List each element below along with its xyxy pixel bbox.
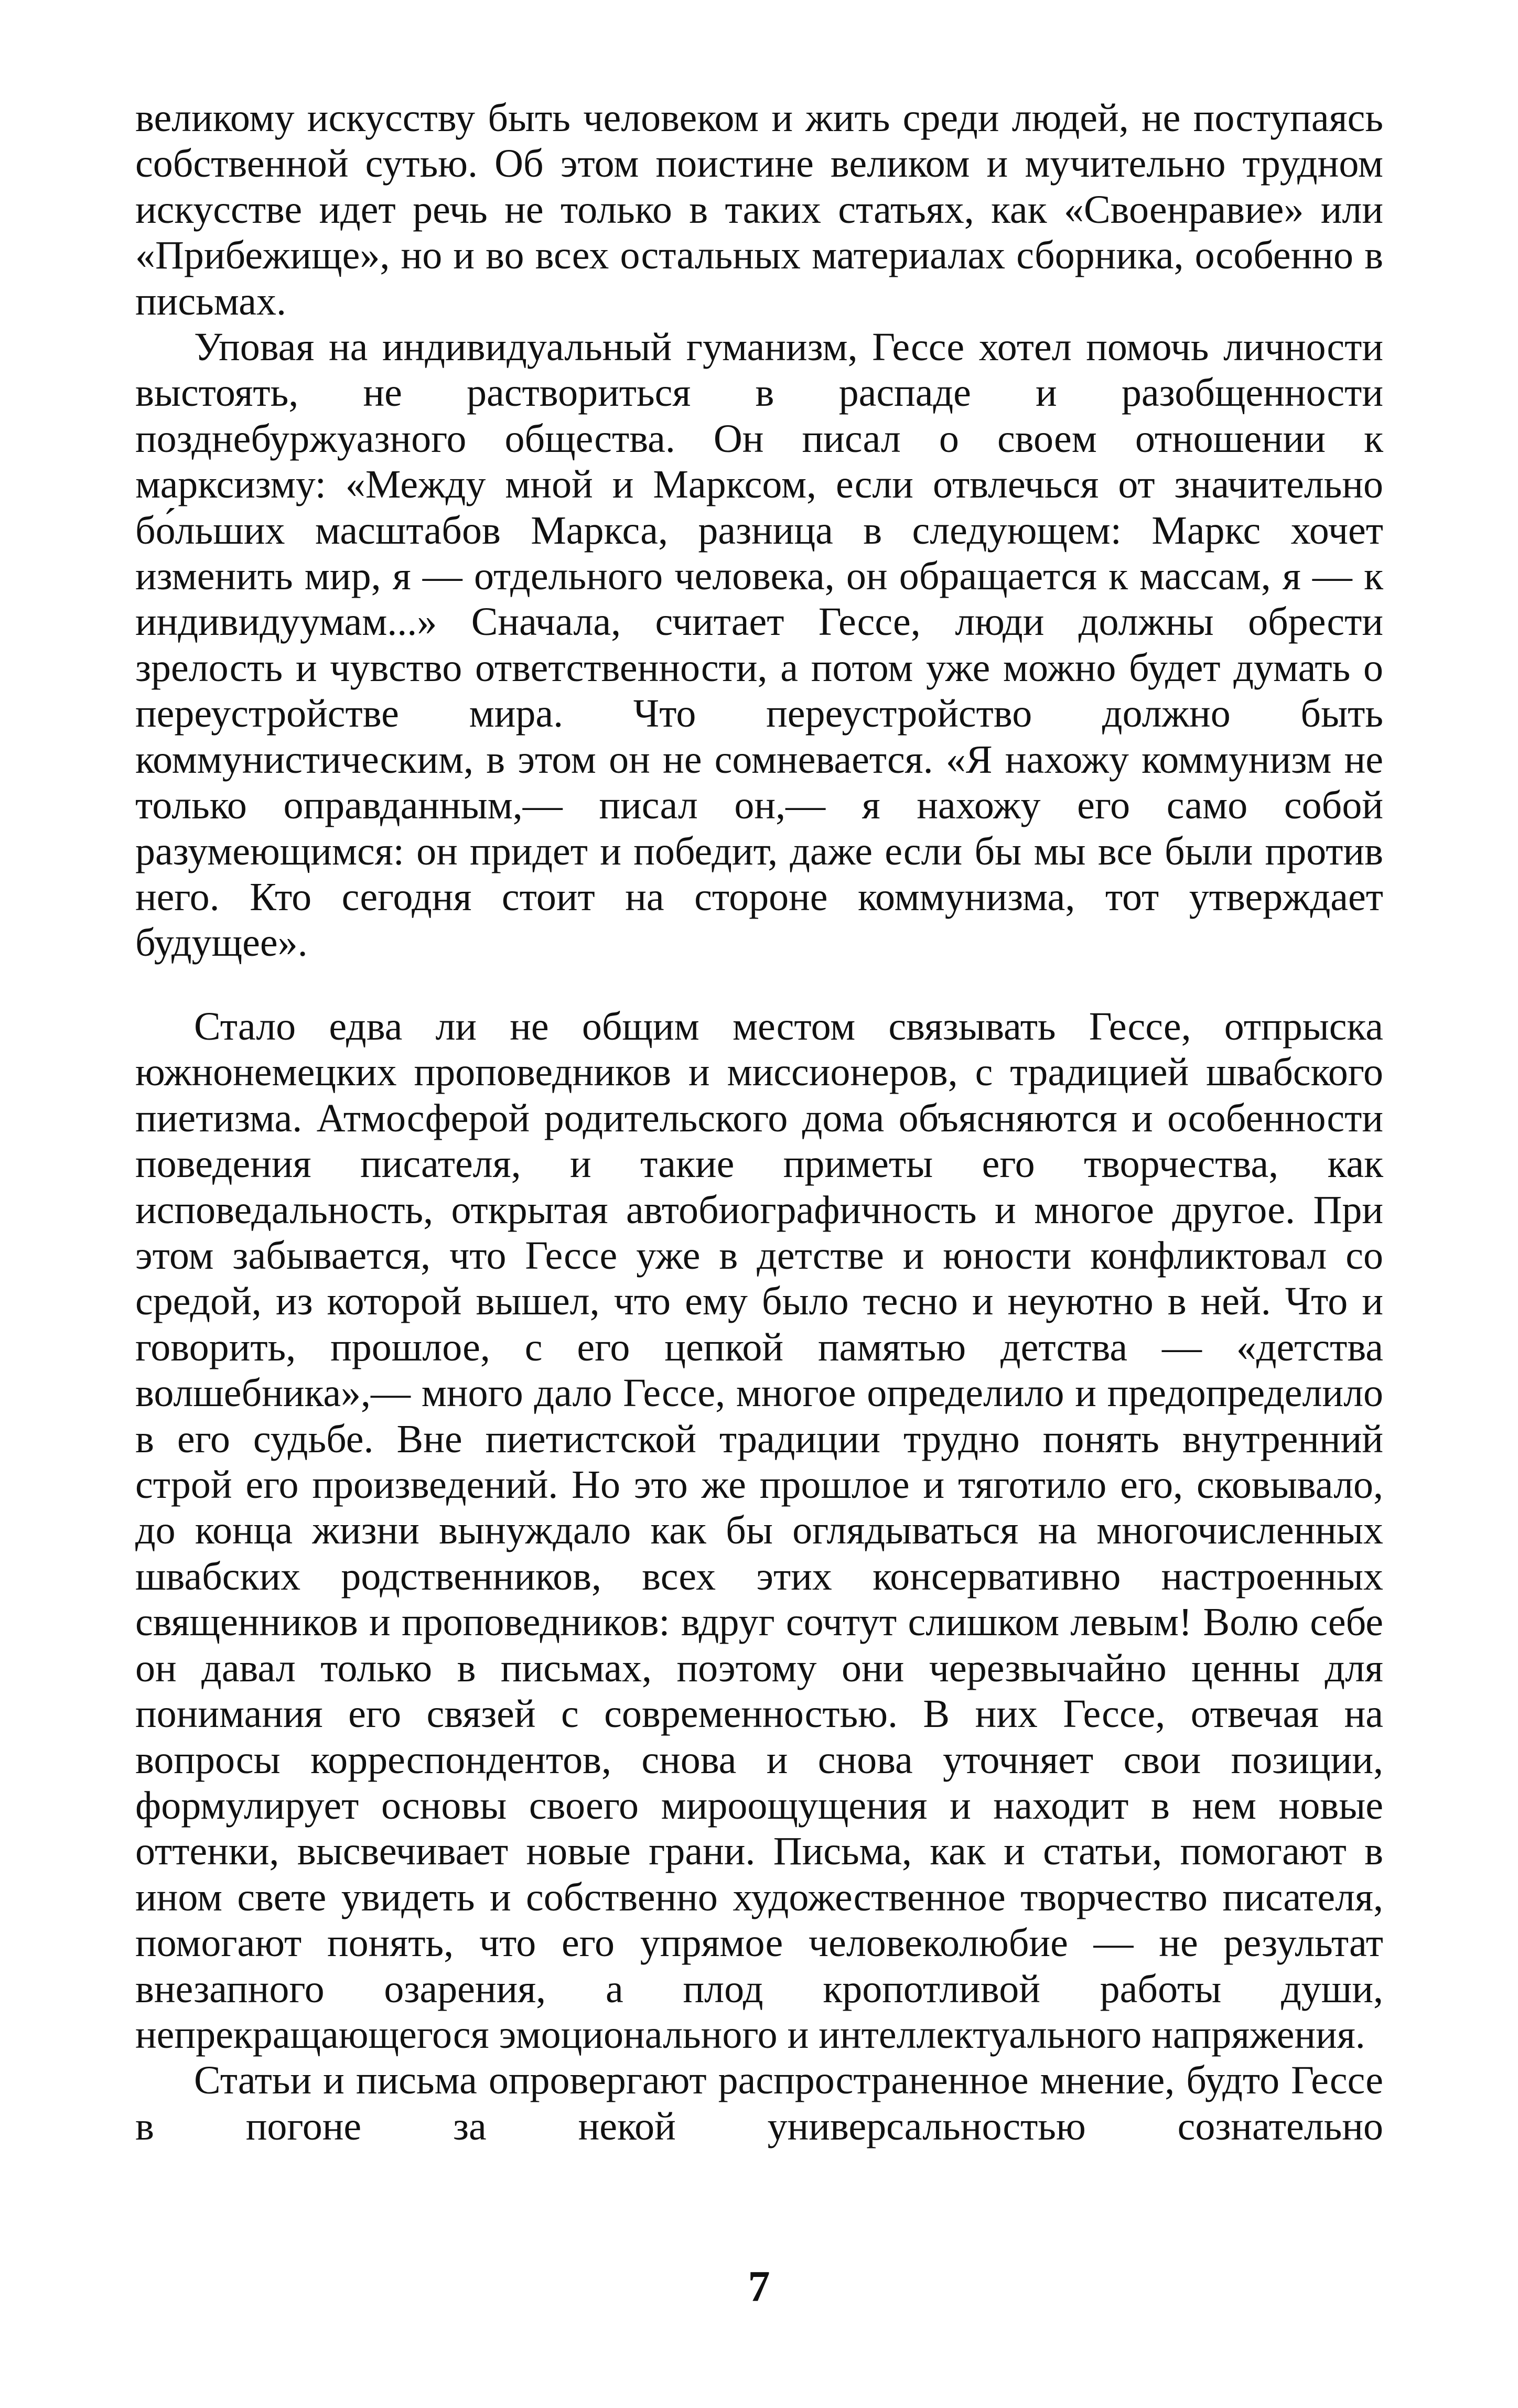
page-number: 7 xyxy=(748,2262,770,2311)
paragraph-2: Уповая на индивидуальный гуманизм, Гессе хотел помочь личности выстоять, не раствориться в распаде и разобщенности позднебуржуазного общества. Он писал о своем отношении к марксизму: «Между мной и Марксом, если отвлечься от значительно бо́льших масштабов Маркса, разница в следующем: Маркс хочет изменить мир, я — отдельного человека, он обращается к массам, я — к индивидуумам...» Сначала, считает Гессе, люди должны обрести зрелость и чувство ответственности, а потом уже можно будет думать о переустройстве мира. Что переустройство должно быть коммунистическим, в этом он не сомневается. «Я нахожу коммунизм не только оправданным,— писал он,— я нахожу его само собой разумеющимся: он придет и победит, даже если бы мы все были против него. Кто сегодня стоит на стороне коммунизма, тот утверждает будущее». xyxy=(135,325,1383,965)
text-section-1 xyxy=(135,95,1383,966)
paragraph-1: великому искусству быть человеком и жить среди людей, не поступаясь собственной сутью. Об этом поистине великом и мучительно трудном искусстве идет речь не только в таких статьях, как «Своенравие» или «Прибежище», но и во всех остальных материалах сборника, особенно в письмах. xyxy=(135,96,1383,323)
paragraph-4: Статьи и письма опровергают распространенное мнение, будто Гессе в погоне за некой универсальностью сознательно xyxy=(135,2058,1383,2148)
text-section-2 xyxy=(135,1004,1383,2150)
paragraph-3: Стало едва ли не общим местом связывать Гессе, отпрыска южнонемецких проповедников и миссионеров, с традицией швабского пиетизма. Атмосферой родительского дома объясняются и особенности поведения писателя, и такие приметы его творчества, как исповедальность, открытая автобиографичность и многое другое. При этом забывается, что Гессе уже в детстве и юности конфликтовал со средой, из которой вышел, что ему было тесно и неуютно в ней. Что и говорить, прошлое, с его цепкой памятью детства — «детства волшебника»,— много дало Гессе, многое определило и предопределило в его судьбе. Вне пиетистской традиции трудно понять внутренний строй его произведений. Но это же прошлое и тяготило его, сковывало, до конца жизни вынуждало как бы оглядываться на многочисленных швабских родственников, всех этих консервативно настроенных священников и проповедников: вдруг сочтут слишком левым! Волю себе он давал только в письмах, поэтому они черезвычайно ценны для понимания его связей с современностью. В них Гессе, отвечая на вопросы корреспондентов, снова и снова уточняет свои позиции, формулирует основы своего мироощущения и находит в нем новые оттенки, высвечивает новые грани. Письма, как и статьи, помогают в ином свете увидеть и собственно художественное творчество писателя, помогают понять, что его упрямое человеколюбие — не результат внезапного озарения, а плод кропотливой работы души, непрекращающегося эмоционального и интеллектуального напряжения. xyxy=(135,1005,1383,2057)
